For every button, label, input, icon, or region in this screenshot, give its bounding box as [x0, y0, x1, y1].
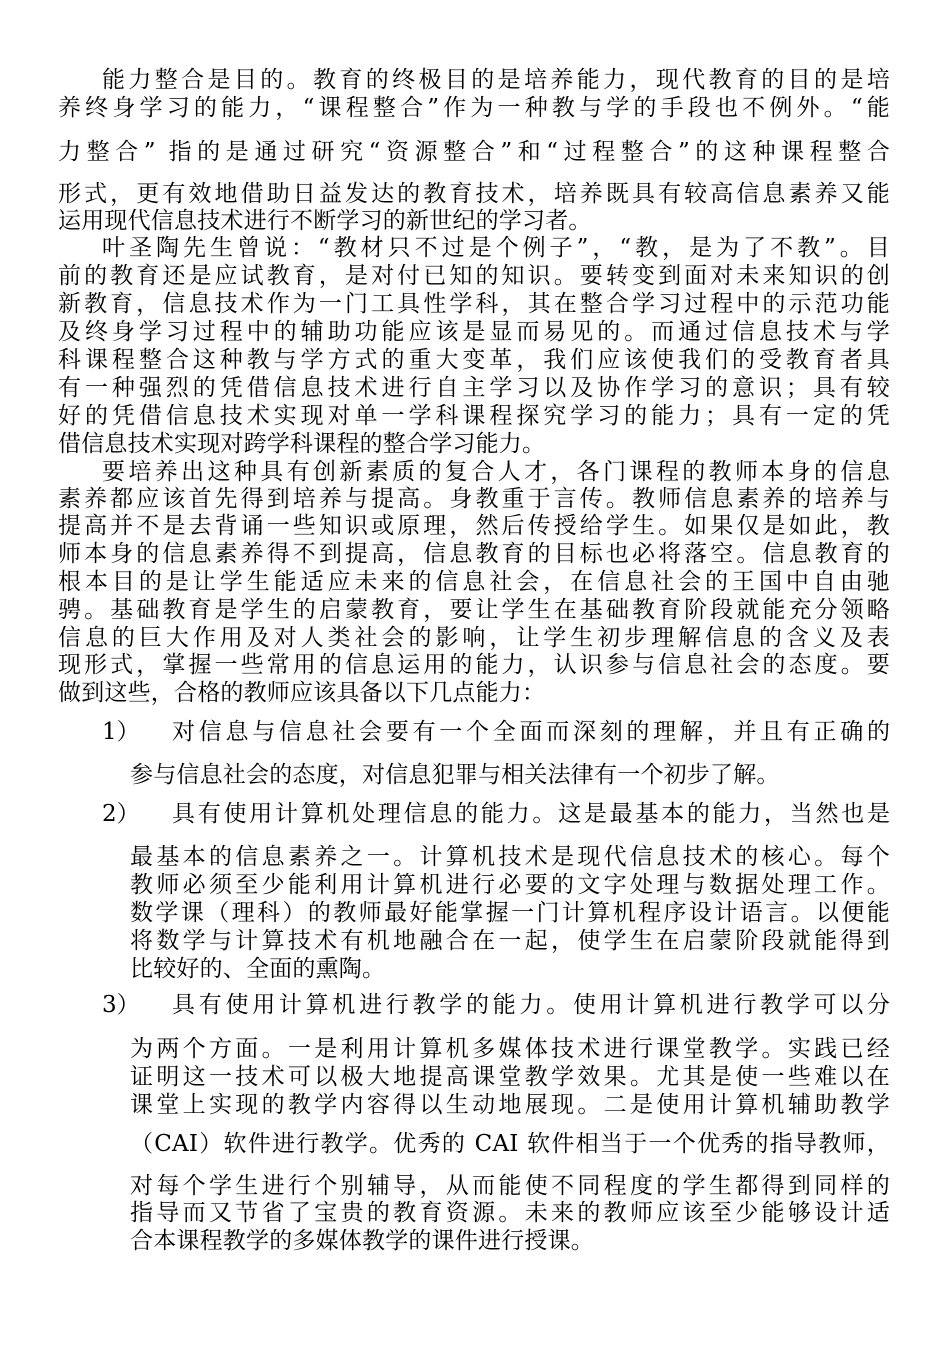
list-item-3-line-4: 课堂上实现的教学内容得以生动地展现。二是使用计算机辅助教学 [130, 1092, 890, 1118]
list-item-2-line-3: 教师必须至少能利用计算机进行必要的文字处理与数据处理工作。 [130, 872, 890, 898]
paragraph-3-line-7: 信息的巨大作用及对人类社会的影响，让学生初步理解信息的含义及表 [58, 625, 890, 651]
list-item-2-line-2: 最基本的信息素养之一。计算机技术是现代信息技术的核心。每个 [130, 844, 890, 870]
paragraph-1-line-1: 能力整合是目的。教育的终极目的是培养能力，现代教育的目的是培 [102, 67, 890, 93]
list-item-3-line-7: 指导而又节省了宝贵的教育资源。未来的教师应该至少能够设计适 [130, 1200, 890, 1226]
list-item-2-line-1: 具有使用计算机处理信息的能力。这是最基本的能力，当然也是 [172, 801, 890, 827]
list-item-3-line-1: 具有使用计算机进行教学的能力。使用计算机进行教学可以分 [172, 992, 890, 1018]
list-item-2-line-4: 数学课（理科）的教师最好能掌握一门计算机程序设计语言。以便能 [130, 900, 890, 926]
list-item-1-line-1: 对信息与信息社会要有一个全面而深刻的理解，并且有正确的 [172, 719, 890, 745]
paragraph-3-line-5: 根本目的是让学生能适应未来的信息社会，在信息社会的王国中自由驰 [58, 569, 890, 595]
list-item-2-line-6: 比较好的、全面的熏陶。 [130, 956, 386, 982]
list-item-1-line-2: 参与信息社会的态度，对信息犯罪与相关法律有一个初步了解。 [130, 762, 780, 788]
paragraph-3-line-3: 提高并不是去背诵一些知识或原理，然后传授给学生。如果仅是如此，教 [58, 513, 890, 539]
list-item-2-number: 2） [102, 801, 140, 827]
list-item-3-line-5: （CAI）软件进行教学。优秀的 CAI 软件相当于一个优秀的指导教师， [130, 1131, 890, 1157]
paragraph-2-line-4: 及终身学习过程中的辅助功能应该是显而易见的。而通过信息技术与学 [58, 319, 890, 345]
list-item-1-number: 1） [102, 719, 140, 745]
paragraph-1-line-2: 养终身学习的能力，“课程整合”作为一种教与学的手段也不例外。“能 [58, 95, 890, 121]
list-item-3-number: 3） [102, 992, 140, 1018]
list-item-3-line-2: 为两个方面。一是利用计算机多媒体技术进行课堂教学。实践已经 [130, 1036, 890, 1062]
paragraph-3-line-9: 做到这些，合格的教师应该具备以下几点能力： [58, 680, 546, 706]
paragraph-3-line-1: 要培养出这种具有创新素质的复合人才，各门课程的教师本身的信息 [102, 459, 890, 485]
paragraph-2-line-6: 有一种强烈的凭借信息技术进行自主学习以及协作学习的意识；具有较 [58, 375, 890, 401]
paragraph-2-line-2: 前的教育还是应试教育，是对付已知的知识。要转变到面对未来知识的创 [58, 263, 890, 289]
paragraph-1-line-3: 力整合” 指的是通过研究“资源整合”和“过程整合”的这种课程整合 [58, 139, 890, 165]
paragraph-3-line-2: 素养都应该首先得到培养与提高。身教重于言传。教师信息素养的培养与 [58, 486, 890, 512]
list-item-3-line-8: 合本课程教学的多媒体教学的课件进行授课。 [130, 1228, 594, 1254]
paragraph-2-line-3: 新教育，信息技术作为一门工具性学科，其在整合学习过程中的示范功能 [58, 291, 890, 317]
list-item-3-line-3: 证明这一技术可以极大地提高课堂教学效果。尤其是使一些难以在 [130, 1064, 890, 1090]
paragraph-2-line-1: 叶圣陶先生曾说：“教材只不过是个例子”，“教，是为了不教”。目 [102, 235, 890, 261]
paragraph-1-line-5: 运用现代信息技术进行不断学习的新世纪的学习者。 [58, 208, 592, 234]
list-item-2-line-5: 将数学与计算技术有机地融合在一起，使学生在启蒙阶段就能得到 [130, 928, 890, 954]
paragraph-3-line-6: 骋。基础教育是学生的启蒙教育，要让学生在基础教育阶段就能充分领略 [58, 597, 890, 623]
paragraph-2-line-5: 科课程整合这种教与学方式的重大变革，我们应该使我们的受教育者具 [58, 347, 890, 373]
paragraph-3-line-8: 现形式，掌握一些常用的信息运用的能力，认识参与信息社会的态度。要 [58, 652, 890, 678]
list-item-3-line-6: 对每个学生进行个别辅导，从而能使不同程度的学生都得到同样的 [130, 1173, 890, 1199]
paragraph-1-line-4: 形式，更有效地借助日益发达的教育技术，培养既具有较高信息素养又能 [58, 181, 890, 207]
paragraph-2-line-8: 借信息技术实现对跨学科课程的整合学习能力。 [58, 431, 546, 457]
paragraph-2-line-7: 好的凭借信息技术实现对单一学科课程探究学习的能力；具有一定的凭 [58, 403, 890, 429]
paragraph-3-line-4: 师本身的信息素养得不到提高，信息教育的目标也必将落空。信息教育的 [58, 541, 890, 567]
